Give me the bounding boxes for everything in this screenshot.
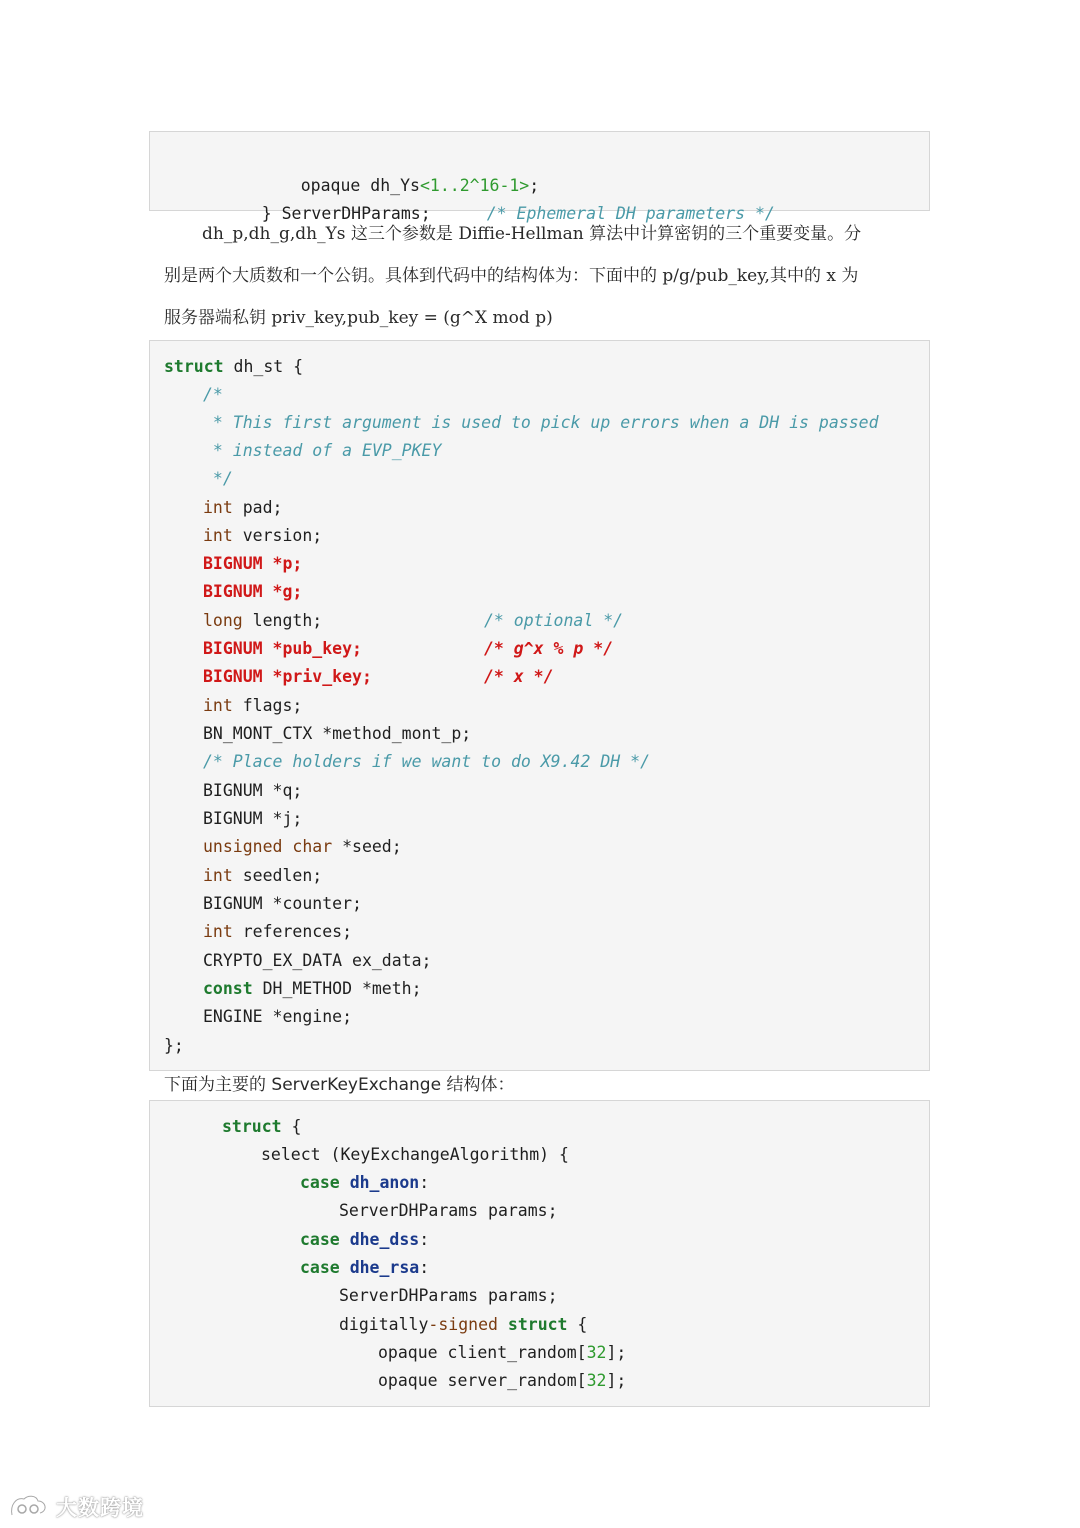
code-line: int version; [203,526,323,545]
code-comment: * This first argument is used to pick up errors when a DH is passed [203,413,879,432]
code-line-highlight: BIGNUM *priv_key; [203,667,372,686]
code-comment: */ [203,469,233,488]
code-line: case dhe_rsa: [300,1258,430,1277]
code-line-highlight: BIGNUM *pub_key; [203,639,362,658]
code-comment: * instead of a EVP_PKEY [203,441,442,460]
watermark-logo-icon [8,1493,50,1521]
code-line: } ServerDHParams; [261,204,431,223]
code-comment: /* optional */ [484,611,624,630]
code-line: long length; [203,611,323,630]
code-line: int flags; [203,696,303,715]
code-comment: /* Place holders if we want to do X9.42 DH */ [203,752,651,771]
code-line: }; [164,1036,184,1055]
code-line: int pad; [203,498,283,517]
code-line: int references; [203,922,353,941]
code-line: ENGINE *engine; [203,1007,353,1026]
watermark [8,1490,144,1524]
code-line: ServerDHParams params; [339,1286,558,1305]
code-comment-highlight: /* g^x % p */ [484,639,614,658]
code-line: int seedlen; [203,866,323,885]
paragraph-line: dh_p,dh_g,dh_Ys 这三个参数是 Diffie-Hellman 算法中计算密钥的三个重要变量。分 [202,224,862,244]
code-block-server-dh-params-tail [149,131,930,223]
paragraph-line: 下面为主要的 ServerKeyExchange 结构体： [164,1075,515,1095]
code-line: BIGNUM *q; [203,781,303,800]
code-line: opaque dh_Ys<1..2^16-1>; [300,176,540,195]
code-line: select (KeyExchangeAlgorithm) { [261,1145,569,1164]
code-comment: /* Ephemeral DH parameters */ [486,204,775,223]
code-block-dh-st [149,340,930,1071]
code-block-server-key-exchange [149,1100,930,1407]
code-line: case dh_anon: [300,1173,430,1192]
code-range: <1..2^16-1> [419,176,530,195]
code-comment-highlight: /* x */ [484,667,554,686]
code-line: case dhe_dss: [300,1230,430,1249]
code-line: opaque server_random[32]; [378,1371,627,1390]
code-line: BIGNUM *counter; [203,894,362,913]
watermark-text: 大数跨境 [56,1496,144,1520]
code-line: BIGNUM *j; [203,809,303,828]
code-line: const DH_METHOD *meth; [203,979,422,998]
code-line: opaque client_random[32]; [378,1343,627,1362]
code-line: digitally-signed struct { [339,1315,588,1334]
code-line-highlight: BIGNUM *g; [203,582,303,601]
paragraph-line: 别是两个大质数和一个公钥。具体到代码中的结构体为：下面中的 p/g/pub_key,其中的 x 为 [164,266,859,286]
code-line: CRYPTO_EX_DATA ex_data; [203,951,432,970]
code-line: ServerDHParams params; [339,1201,558,1220]
code-line: struct { [222,1117,302,1136]
paragraph-line: 服务器端私钥 priv_key,pub_key = (g^X mod p) [164,308,553,328]
code-line: struct dh_st { [164,357,304,376]
code-line: unsigned char *seed; [203,837,402,856]
code-line: BN_MONT_CTX *method_mont_p; [203,724,472,743]
code-comment: /* [203,385,223,404]
code-line-highlight: BIGNUM *p; [203,554,303,573]
